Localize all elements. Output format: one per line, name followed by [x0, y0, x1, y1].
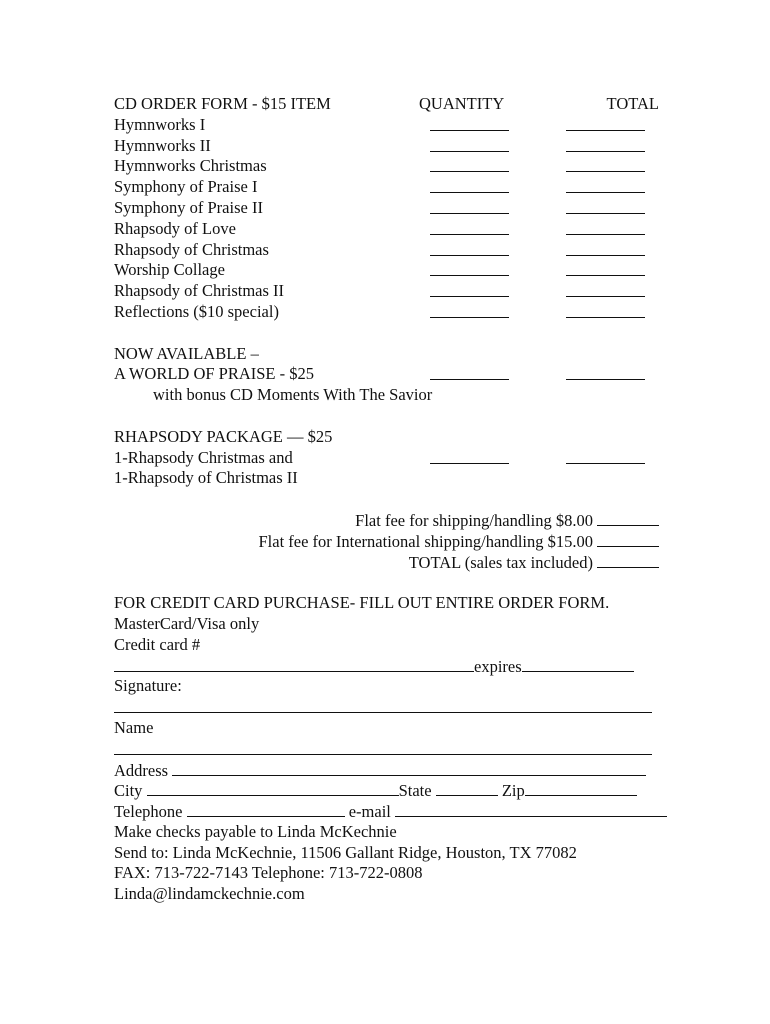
quantity-header: QUANTITY	[419, 94, 505, 113]
grand-total-row	[114, 552, 659, 573]
shipping-fee-field[interactable]	[597, 510, 659, 526]
expires-field[interactable]	[522, 656, 634, 672]
zip-label: Zip	[501, 781, 525, 801]
item-row	[114, 198, 659, 219]
item-label: Symphony of Praise I	[114, 177, 258, 197]
item-label: Rhapsody of Love	[114, 218, 236, 238]
checks-row	[114, 822, 659, 843]
order-form	[114, 94, 659, 905]
name-row	[114, 739, 659, 760]
shipping-fee-row	[114, 510, 659, 531]
checks-payable-text: Make checks payable to Linda McKechnie	[114, 821, 397, 841]
name-field[interactable]	[114, 739, 652, 755]
item-row	[114, 115, 659, 136]
city-label: City	[114, 781, 143, 801]
email-label: e-mail	[348, 802, 391, 822]
item-row	[114, 281, 659, 302]
header-row	[114, 94, 659, 115]
signature-field[interactable]	[114, 697, 652, 713]
quantity-field[interactable]	[430, 219, 509, 235]
signature-row	[114, 697, 659, 718]
total-field[interactable]	[566, 156, 645, 172]
credit-card-field[interactable]	[114, 656, 474, 672]
total-field[interactable]	[566, 219, 645, 235]
item-label: Hymnworks II	[114, 135, 211, 155]
signature-label-row	[114, 676, 659, 697]
fax-phone-text: FAX: 713-722-7143 Telephone: 713-722-0808	[114, 863, 423, 883]
quantity-field[interactable]	[430, 136, 509, 152]
total-field[interactable]	[566, 136, 645, 152]
item-row	[114, 219, 659, 240]
form-title: CD ORDER FORM - $15 ITEM	[114, 94, 331, 113]
email-contact-row	[114, 884, 659, 905]
city-field[interactable]	[147, 780, 399, 796]
item-label: Hymnworks I	[114, 114, 206, 134]
mailing-address-text: Send to: Linda McKechnie, 11506 Gallant Ridge, Houston, TX 77082	[114, 842, 577, 862]
payment-heading-row	[114, 593, 659, 614]
total-header: TOTAL	[606, 94, 659, 113]
send-to-row	[114, 843, 659, 864]
now-available-text: NOW AVAILABLE –	[114, 343, 259, 363]
item-list	[114, 115, 659, 323]
total-field[interactable]	[566, 198, 645, 214]
contact-email-link[interactable]: Linda@lindamckechnie.com	[114, 884, 305, 904]
now-available-line	[114, 344, 659, 365]
item-row	[114, 302, 659, 323]
item-label: Symphony of Praise II	[114, 197, 263, 217]
package-row	[114, 448, 659, 469]
credit-card-label: Credit card #	[114, 634, 201, 654]
total-field[interactable]	[566, 240, 645, 256]
credit-card-row	[114, 656, 659, 677]
total-field[interactable]	[566, 260, 645, 276]
payment-heading: FOR CREDIT CARD PURCHASE- FILL OUT ENTIRE ORDER FORM.	[114, 593, 610, 613]
total-field[interactable]	[566, 364, 645, 380]
state-label: State	[398, 781, 432, 801]
address-field[interactable]	[172, 760, 646, 776]
telephone-field[interactable]	[187, 801, 345, 817]
world-of-praise-label: A WORLD OF PRAISE - $25	[114, 364, 315, 384]
quantity-field[interactable]	[430, 240, 509, 256]
item-row	[114, 260, 659, 281]
quantity-field[interactable]	[430, 364, 509, 380]
telephone-label: Telephone	[114, 802, 183, 822]
grand-total-label: TOTAL (sales tax included)	[408, 552, 593, 572]
package-heading-row	[114, 427, 659, 448]
state-field[interactable]	[436, 780, 498, 796]
international-fee-label: Flat fee for International shipping/handling $15.00	[258, 531, 593, 551]
email-field[interactable]	[395, 801, 667, 817]
cards-accepted: MasterCard/Visa only	[114, 613, 260, 633]
total-field[interactable]	[566, 302, 645, 318]
address-label: Address	[114, 760, 169, 780]
telephone-row	[114, 801, 659, 822]
name-label-row	[114, 718, 659, 739]
package-row-2	[114, 468, 659, 489]
quantity-field[interactable]	[430, 177, 509, 193]
quantity-field[interactable]	[430, 260, 509, 276]
bonus-text: with bonus CD Moments With The Savior	[153, 385, 433, 405]
world-of-praise-row	[114, 364, 659, 385]
item-label: Rhapsody of Christmas	[114, 239, 269, 259]
credit-card-label-row	[114, 635, 659, 656]
address-row	[114, 760, 659, 781]
total-field[interactable]	[566, 177, 645, 193]
item-label: Worship Collage	[114, 260, 225, 280]
item-label: Hymnworks Christmas	[114, 156, 267, 176]
bonus-line	[114, 385, 659, 406]
package-item-1: 1-Rhapsody Christmas and	[114, 447, 293, 467]
total-field[interactable]	[566, 448, 645, 464]
signature-label: Signature:	[114, 676, 182, 696]
package-heading: RHAPSODY PACKAGE — $25	[114, 426, 333, 446]
quantity-field[interactable]	[430, 302, 509, 318]
zip-field[interactable]	[525, 780, 637, 796]
grand-total-field[interactable]	[597, 552, 659, 568]
shipping-fee-label: Flat fee for shipping/handling $8.00	[355, 510, 593, 530]
item-label: Rhapsody of Christmas II	[114, 281, 285, 301]
quantity-field[interactable]	[430, 156, 509, 172]
total-field[interactable]	[566, 281, 645, 297]
quantity-field[interactable]	[430, 448, 509, 464]
expires-label: expires	[474, 656, 522, 676]
item-label: Reflections ($10 special)	[114, 301, 279, 321]
item-row	[114, 177, 659, 198]
international-fee-field[interactable]	[597, 531, 659, 547]
fax-phone-row	[114, 863, 659, 884]
cards-row	[114, 614, 659, 635]
international-fee-row	[114, 531, 659, 552]
item-row	[114, 136, 659, 157]
quantity-field[interactable]	[430, 198, 509, 214]
total-field[interactable]	[566, 115, 645, 131]
item-row	[114, 156, 659, 177]
name-label: Name	[114, 717, 154, 737]
quantity-field[interactable]	[430, 115, 509, 131]
item-row	[114, 240, 659, 261]
quantity-field[interactable]	[430, 281, 509, 297]
city-row	[114, 780, 659, 801]
package-item-2: 1-Rhapsody of Christmas II	[114, 468, 298, 488]
